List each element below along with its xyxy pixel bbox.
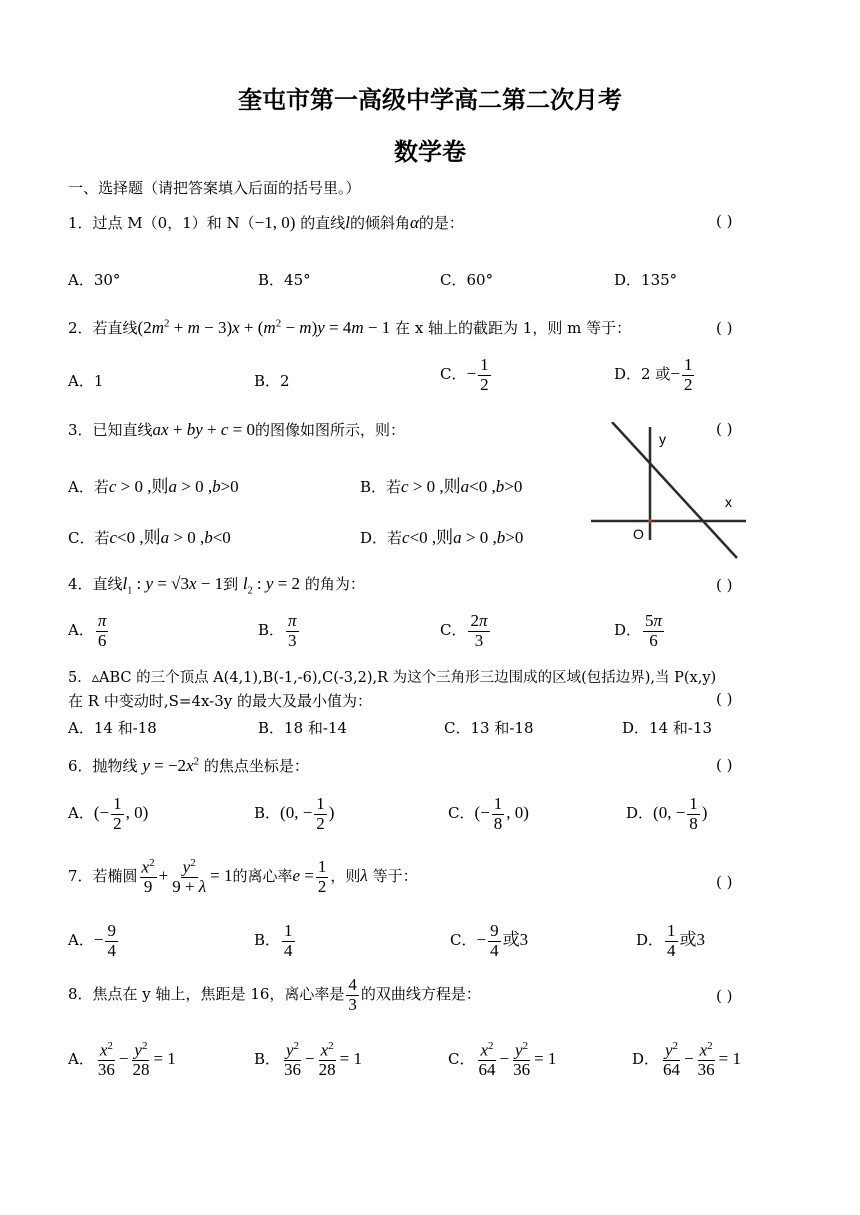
answer-paren-3[interactable]: ( ) bbox=[716, 420, 733, 438]
q8-option-c: C． $\frac{x^2}{64}$ − $\frac{y^2}{36}$ = 1 bbox=[448, 1040, 557, 1080]
question-1-stem: 1．过点 M（0，1）和 N（−1, 0) 的直线l的倾斜角α的是： bbox=[68, 213, 464, 232]
section-heading: 一、选择题（请把答案填入后面的括号里。） bbox=[68, 179, 361, 197]
q6-option-b: B．(0, − $\frac{1}{2}$ ) bbox=[254, 794, 335, 833]
question-3-stem: 3．已知直线ax + by + c = 0的图像如图所示，则： bbox=[68, 420, 405, 439]
q6-option-d: D．(0, − $\frac{1}{8}$ ) bbox=[626, 794, 708, 833]
y-axis-label: y bbox=[659, 431, 666, 447]
question-5-line-1: 5．▵ABC 的三个顶点 A(4,1),B(-1,-6),C(-3,2),R 为这个三角形三边围成的区域(包括边界),当 P(x,y) bbox=[68, 670, 717, 686]
origin-label: O bbox=[633, 526, 644, 542]
q1-option-c: C．60° bbox=[440, 271, 494, 289]
q4-option-b: B． $\frac{\pi}{3}$ bbox=[258, 611, 297, 650]
q2-option-c: C．− $\frac{1}{2}$ bbox=[440, 355, 489, 394]
q5-option-d: D．14 和-13 bbox=[622, 719, 713, 737]
q7-option-a: A．− $\frac{9}{4}$ bbox=[68, 921, 116, 960]
q8-option-d: D． $\frac{y^2}{64}$ − $\frac{x^2}{36}$ = 1 bbox=[632, 1040, 741, 1080]
answer-paren-7[interactable]: ( ) bbox=[716, 873, 733, 891]
q8-option-a: A． $\frac{x^2}{36}$ − $\frac{y^2}{28}$ = 1 bbox=[68, 1040, 176, 1080]
question-5-line-2: 在 R 中变动时,S=4x-3y 的最大及最小值为： bbox=[68, 692, 373, 710]
q7-option-c: C．− $\frac{9}{4}$ 或3 bbox=[450, 921, 529, 960]
q4-option-c: C． $\frac{2\pi}{3}$ bbox=[440, 611, 488, 650]
question-6-stem: 6．抛物线 $y = -2x^2$ 的焦点坐标是： bbox=[68, 755, 309, 775]
answer-paren-5[interactable]: ( ) bbox=[716, 690, 733, 708]
graph-line bbox=[612, 422, 737, 558]
answer-paren-2[interactable]: ( ) bbox=[716, 319, 733, 337]
q3-option-d: D．若c<0 ,则a > 0 ,b>0 bbox=[360, 528, 524, 547]
q5-option-b: B．18 和-14 bbox=[258, 719, 348, 737]
q2-option-d: D．2 或− $\frac{1}{2}$ bbox=[614, 355, 693, 394]
q3-line-figure bbox=[588, 422, 753, 562]
q3-option-a: A．若c > 0 ,则a > 0 ,b>0 bbox=[68, 477, 239, 496]
q1-option-a: A．30° bbox=[68, 271, 121, 289]
answer-paren-8[interactable]: ( ) bbox=[716, 987, 733, 1005]
x-axis-label: x bbox=[725, 494, 732, 510]
q5-option-c: C．13 和-18 bbox=[444, 719, 534, 737]
q4-option-a: A． $\frac{\pi}{6}$ bbox=[68, 611, 107, 650]
question-4-stem: 4．直线$l_1$ : y = √3x − 1到 $l_2$ : y = 2 的角为： bbox=[68, 574, 365, 597]
q6-option-c: C．(− $\frac{1}{8}$ , 0) bbox=[448, 794, 529, 833]
page-subtitle: 数学卷 bbox=[394, 138, 466, 166]
q8-option-b: B． $\frac{y^2}{36}$ − $\frac{x^2}{28}$ = 1 bbox=[254, 1040, 362, 1080]
q7-option-b: B． $\frac{1}{4}$ bbox=[254, 921, 293, 960]
origin-dot bbox=[648, 519, 652, 523]
question-7-stem: 7．若椭圆 $\frac{x^2}{9}$ + $\frac{y^2}{9 + \lambda}$ = 1的离心率e = $\frac{1}{2}$ ，则λ 等于： bbox=[68, 856, 418, 897]
q3-option-b: B．若c > 0 ,则a<0 ,b>0 bbox=[360, 477, 523, 496]
answer-paren-1[interactable]: ( ) bbox=[716, 212, 733, 230]
q3-option-c: C．若c<0 ,则a > 0 ,b<0 bbox=[68, 528, 231, 547]
answer-paren-4[interactable]: ( ) bbox=[716, 576, 733, 594]
q6-option-a: A．(− $\frac{1}{2}$ , 0) bbox=[68, 794, 149, 833]
q4-option-d: D． $\frac{5\pi}{6}$ bbox=[614, 611, 663, 650]
question-8-stem: 8．焦点在 y 轴上，焦距是 16，离心率是 $\frac{4}{3}$ 的双曲线方程是： bbox=[68, 975, 481, 1014]
q2-option-a: A．1 bbox=[68, 372, 104, 390]
q7-option-d: D． $\frac{1}{4}$ 或3 bbox=[636, 921, 706, 960]
question-2-stem: 2．若直线$(2m^2 + m - 3)x + (m^2 - m)y = 4m - 1$ 在 x 轴上的截距为 1，则 m 等于： bbox=[68, 317, 632, 337]
answer-paren-6[interactable]: ( ) bbox=[716, 756, 733, 774]
page-title: 奎屯市第一高级中学高二第二次月考 bbox=[238, 86, 622, 114]
q1-option-d: D．135° bbox=[614, 271, 678, 289]
q1-option-b: B．45° bbox=[258, 271, 311, 289]
q2-option-b: B．2 bbox=[254, 372, 290, 390]
q5-option-a: A．14 和-18 bbox=[68, 719, 157, 737]
